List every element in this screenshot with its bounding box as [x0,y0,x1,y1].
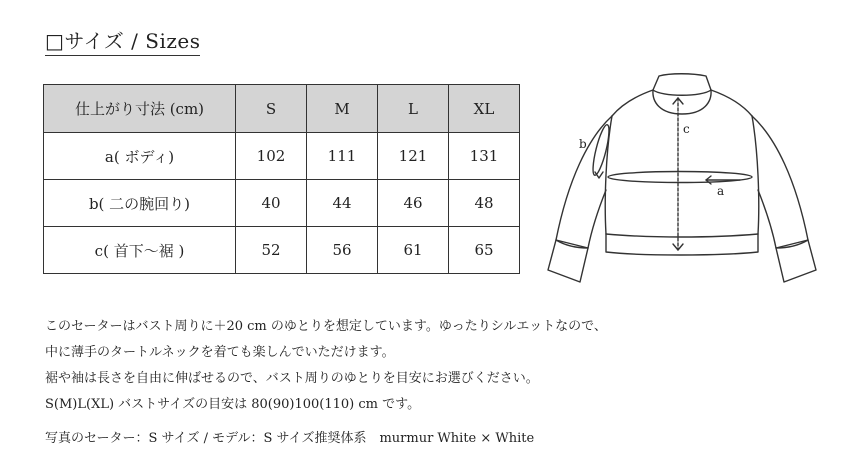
note-line: 裾や袖は長さを自由に伸ばせるので、バスト周りのゆとりを目安にお選びください。 [45,371,539,386]
measure-a-label: a [717,184,725,198]
right-sleeve [752,116,816,282]
sweater-diagram [540,68,840,286]
table-cell: 111 [307,133,378,180]
header-cell-xl: XL [449,85,520,133]
note-line: S(M)L(XL) バストサイズの目安は 80(90)100(110) cm です。 [45,397,421,412]
notes [45,314,607,418]
size-table [43,84,520,274]
section-heading: □サイズ / Sizes [45,28,200,56]
row-label: c( 首下〜裾 ) [44,227,236,274]
photo-note: 写真のセーター：S サイズ / モデル：S サイズ推奨体系 murmur White × White [45,431,535,446]
measure-a-ellipse [608,172,752,185]
measure-c-arrow [673,98,683,250]
table-header-row [44,85,520,133]
table-cell: 102 [236,133,307,180]
header-cell-s: S [236,85,307,133]
collar [653,74,711,114]
table-cell: 52 [236,227,307,274]
table-cell: 48 [449,180,520,227]
row-label: a( ボディ) [44,133,236,180]
measure-b-label: b [579,137,587,151]
table-row [44,180,520,227]
table-row [44,133,520,180]
table-row [44,227,520,274]
measure-b-arc [590,124,612,178]
table-cell: 65 [449,227,520,274]
note-line: このセーターはバスト周りに＋20 cm のゆとりを想定しています。ゆったりシルエットなので、 [45,319,607,334]
header-cell-m: M [307,85,378,133]
header-cell-measure: 仕上がり寸法 (cm) [44,85,236,133]
measure-c-label: c [683,122,690,136]
table-cell: 131 [449,133,520,180]
table-cell: 44 [307,180,378,227]
table-cell: 61 [378,227,449,274]
header-cell-l: L [378,85,449,133]
table-cell: 56 [307,227,378,274]
table-cell: 46 [378,180,449,227]
table-cell: 121 [378,133,449,180]
row-label: b( 二の腕回り) [44,180,236,227]
table-cell: 40 [236,180,307,227]
note-line: 中に薄手のタートルネックを着ても楽しんでいただけます。 [45,345,395,360]
